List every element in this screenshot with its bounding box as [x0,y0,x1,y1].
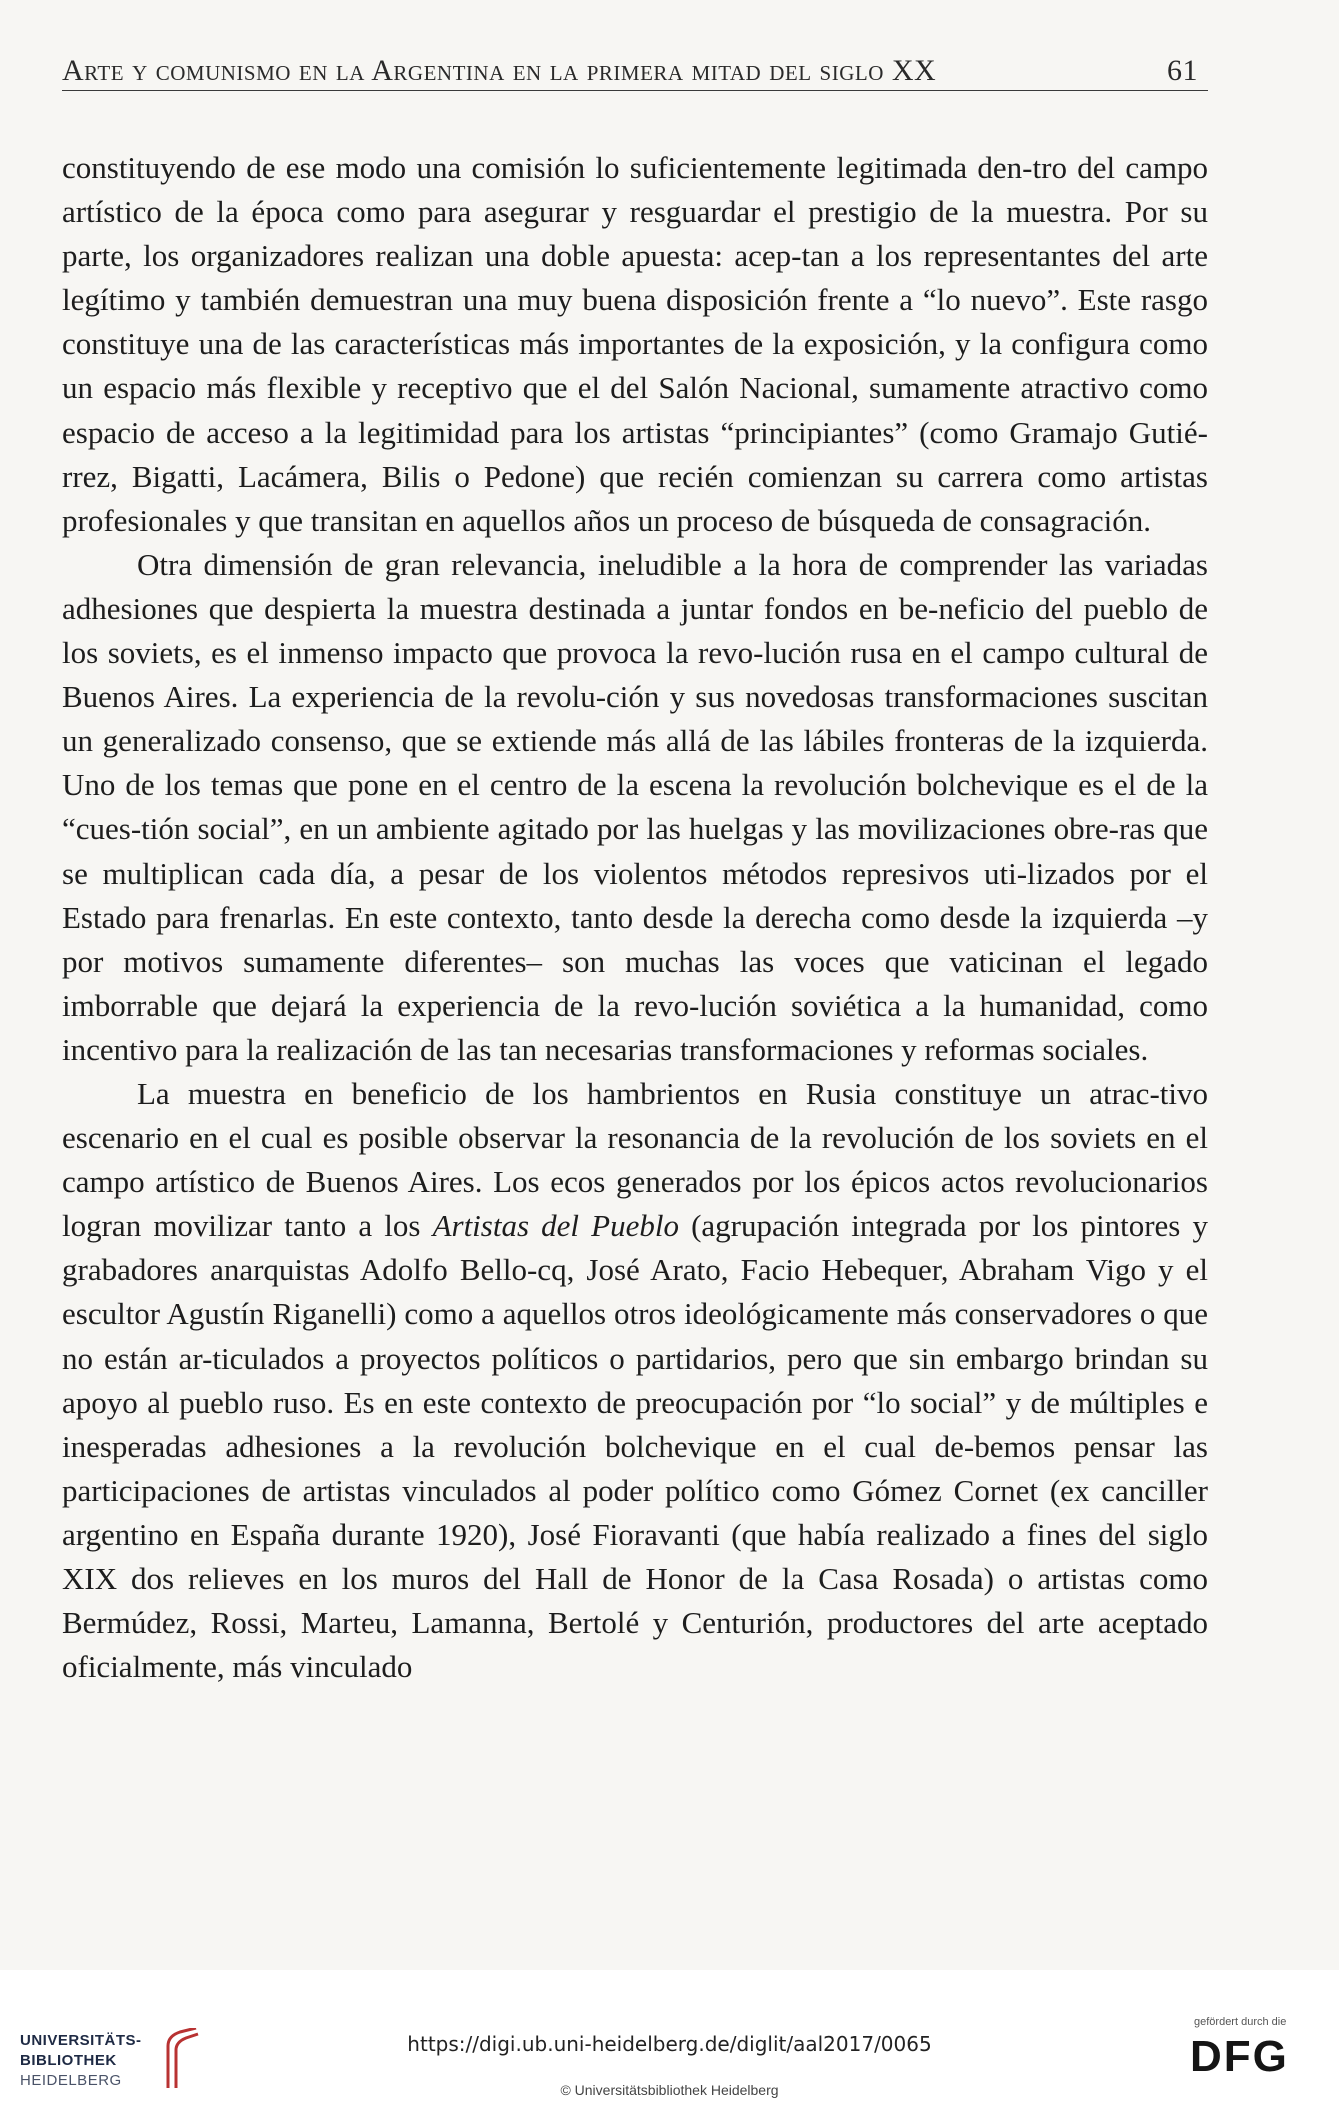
digitization-footer [0,1970,1339,2118]
dfg-logo [1180,2016,1320,2096]
paragraph-3-text-a: La muestra en beneficio de los hambrientos en Rusia constituye un atrac-tivo escenario en el cual es posible observar la resonancia de la revolución de los soviets en el campo artístico de Buenos Aires. Los ecos generados por los épicos actos revolucionarios logran movilizar tanto a los [62,1075,1208,1244]
running-header [62,48,1208,91]
paragraph-3-italic-group-name: Artistas del Pueblo [432,1208,679,1244]
page-number: 61 [1167,54,1198,87]
library-name-line-2: BIBLIOTHEK [20,2052,117,2069]
paragraph-3 [62,1072,1208,1689]
paragraph-1: constituyendo de ese modo una comisión lo suficientemente legitimada den-tro del campo artístico de la época como para asegurar y resguardar el prestigio de la muestra. Por su parte, los organizadores realizan una doble apuesta: acep-tan a los representantes del arte legítimo y también demuestran una muy buena disposición frente a “lo nuevo”. Este rasgo constituye una de las características más importantes de la exposición, y la configura como un espacio más flexible y receptivo que el del Salón Nacional, sumamente atractivo como espacio de acceso a la legitimidad para los artistas “principiantes” (como Gramajo Gutié-rrez, Bigatti, Lacámera, Bilis o Pedone) que recién comienzan su carrera como artistas profesionales y que transitan en aquellos años un proceso de búsqueda de consagración. [62,150,1208,538]
source-url-link[interactable]: https://digi.ub.uni-heidelberg.de/diglit/aal2017/0065 [407,2032,932,2056]
running-title: Arte y comunismo en la Argentina en la primera mitad del siglo XX [62,54,937,87]
dfg-wordmark: DFG [1190,2032,1289,2081]
library-name-line-1: UNIVERSITÄTS- [20,2032,142,2049]
funding-note: gefördert durch die [1194,2016,1287,2028]
body-text [62,146,1208,1689]
paragraph-2: Otra dimensión de gran relevancia, ineludible a la hora de comprender las variadas adhesiones que despierta la muestra destinada a juntar fondos en be-neficio del pueblo de los soviets, es el inmenso impacto que provoca la revo-lución rusa en el campo cultural de Buenos Aires. La experiencia de la revolu-ción y sus novedosas transformaciones suscitan un generalizado consenso, que se extiende más allá de las lábiles fronteras de la izquierda. Uno de los temas que pone en el centro de la escena la revolución bolchevique es el de la “cues-tión social”, en un ambiente agitado por las huelgas y las movilizaciones obre-ras que se multiplican cada día, a pesar de los violentos métodos represivos uti-lizados por el Estado para frenarlas. En este contexto, tanto desde la derecha como desde la izquierda –y por motivos sumamente diferentes– son muchas las voces que vaticinan el legado imborrable que dejará la experiencia de la revo-lución soviética a la humanidad, como incentivo para la realización de las tan necesarias transformaciones y reformas sociales. [62,546,1208,1067]
library-name-line-3: HEIDELBERG [20,2072,122,2089]
copyright-notice: © Universitätsbibliothek Heidelberg [560,2082,779,2098]
paragraph-3-text-b: (agrupación integrada por los pintores y grabadores anarquistas Adolfo Bello-cq, José Arato, Facio Hebequer, Abraham Vigo y el escultor Agustín Riganelli) como a aquellos otros ideológicamente más conservadores o que no están ar-ticulados a proyectos políticos o partidarios, pero que sin embargo brindan su apoyo al pueblo ruso. Es en este contexto de preocupación por “lo social” y de múltiples e inesperadas adhesiones a la revolución bolchevique en el cual de-bemos pensar las participaciones de artistas vinculados al poder político como Gómez Cornet (ex canciller argentino en España durante 1920), José Fioravanti (que había realizado a fines del siglo XIX dos relieves en los muros del Hall de Honor de la Casa Rosada) o artistas como Bermúdez, Rossi, Marteu, Lamanna, Bertolé y Centurión, productores del arte aceptado oficialmente, más vinculado [62,1208,1208,1685]
